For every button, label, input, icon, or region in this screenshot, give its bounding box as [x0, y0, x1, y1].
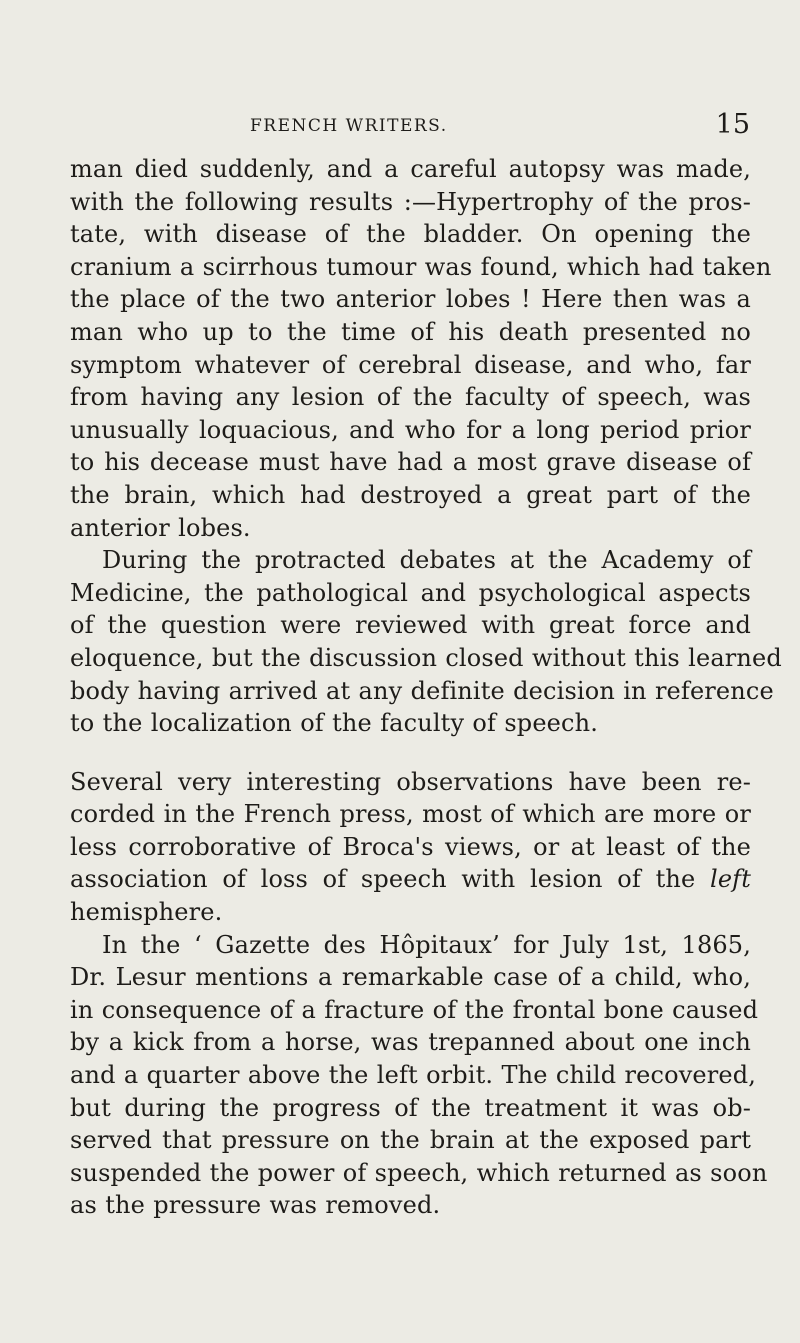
- text-line: hemisphere.: [70, 898, 223, 927]
- text-line: tate, with disease of the bladder. On opening the: [70, 220, 751, 249]
- text-line: man who up to the time of his death presented no: [70, 317, 751, 346]
- running-head: [250, 109, 750, 142]
- text-line: In the ‘ Gazette des Hôpitaux’ for July 1st, 1865,: [102, 930, 751, 959]
- text-line: Dr. Lesur mentions a remarkable case of a child, who,: [70, 963, 751, 992]
- text-line: [70, 863, 751, 896]
- paragraph-3: [70, 766, 751, 929]
- body-text: [70, 153, 782, 1222]
- text-line: eloquence, but the discussion closed without this learned: [70, 643, 782, 672]
- text-line: from having any lesion of the faculty of speech, was: [70, 383, 751, 412]
- text-line: corded in the French press, most of which are more or: [70, 800, 751, 829]
- text-line: During the protracted debates at the Academy of: [102, 546, 751, 575]
- text-line: Medicine, the pathological and psychological aspects: [70, 578, 751, 607]
- paragraph-2: [70, 544, 782, 740]
- text-line: cranium a scirrhous tumour was found, which had taken: [70, 252, 772, 281]
- text-line: as the pressure was removed.: [70, 1191, 441, 1220]
- text-line: body having arrived at any definite decision in reference: [70, 676, 774, 705]
- running-head-title: FRENCH WRITERS.: [250, 116, 448, 136]
- text-line: Several very interesting observations have been re-: [70, 767, 751, 796]
- text-line-prefix: association of loss of speech with lesion of the: [70, 865, 696, 894]
- text-line: man died suddenly, and a careful autopsy was made,: [70, 155, 751, 183]
- italic-word: left: [710, 865, 752, 894]
- text-line: in consequence of a fracture of the frontal bone caused: [70, 995, 759, 1024]
- text-line: by a kick from a horse, was trepanned about one inch: [70, 1028, 751, 1057]
- page-number: 15: [715, 109, 750, 140]
- text-line: to the localization of the faculty of speech.: [70, 709, 599, 738]
- text-line: but during the progress of the treatment it was ob-: [70, 1093, 751, 1122]
- text-line: with the following results :—Hypertrophy of the pros-: [70, 187, 751, 216]
- text-line: served that pressure on the brain at the exposed part: [70, 1126, 751, 1155]
- text-line: of the question were reviewed with great force and: [70, 611, 751, 640]
- text-line: and a quarter above the left orbit. The child recovered,: [70, 1061, 757, 1090]
- text-line: to his decease must have had a most grave disease of: [70, 448, 751, 477]
- text-line: the place of the two anterior lobes ! Here then was a: [70, 285, 751, 314]
- text-line: unusually loquacious, and who for a long period prior: [70, 415, 751, 444]
- paragraph-4: [70, 929, 768, 1222]
- text-line: suspended the power of speech, which returned as soon: [70, 1158, 768, 1187]
- text-line: less corroborative of Broca's views, or at least of the: [70, 832, 751, 861]
- text-line: anterior lobes.: [70, 513, 251, 542]
- paragraph-1: [70, 153, 772, 544]
- text-line: symptom whatever of cerebral disease, and who, far: [70, 350, 751, 379]
- text-line: the brain, which had destroyed a great part of the: [70, 480, 751, 509]
